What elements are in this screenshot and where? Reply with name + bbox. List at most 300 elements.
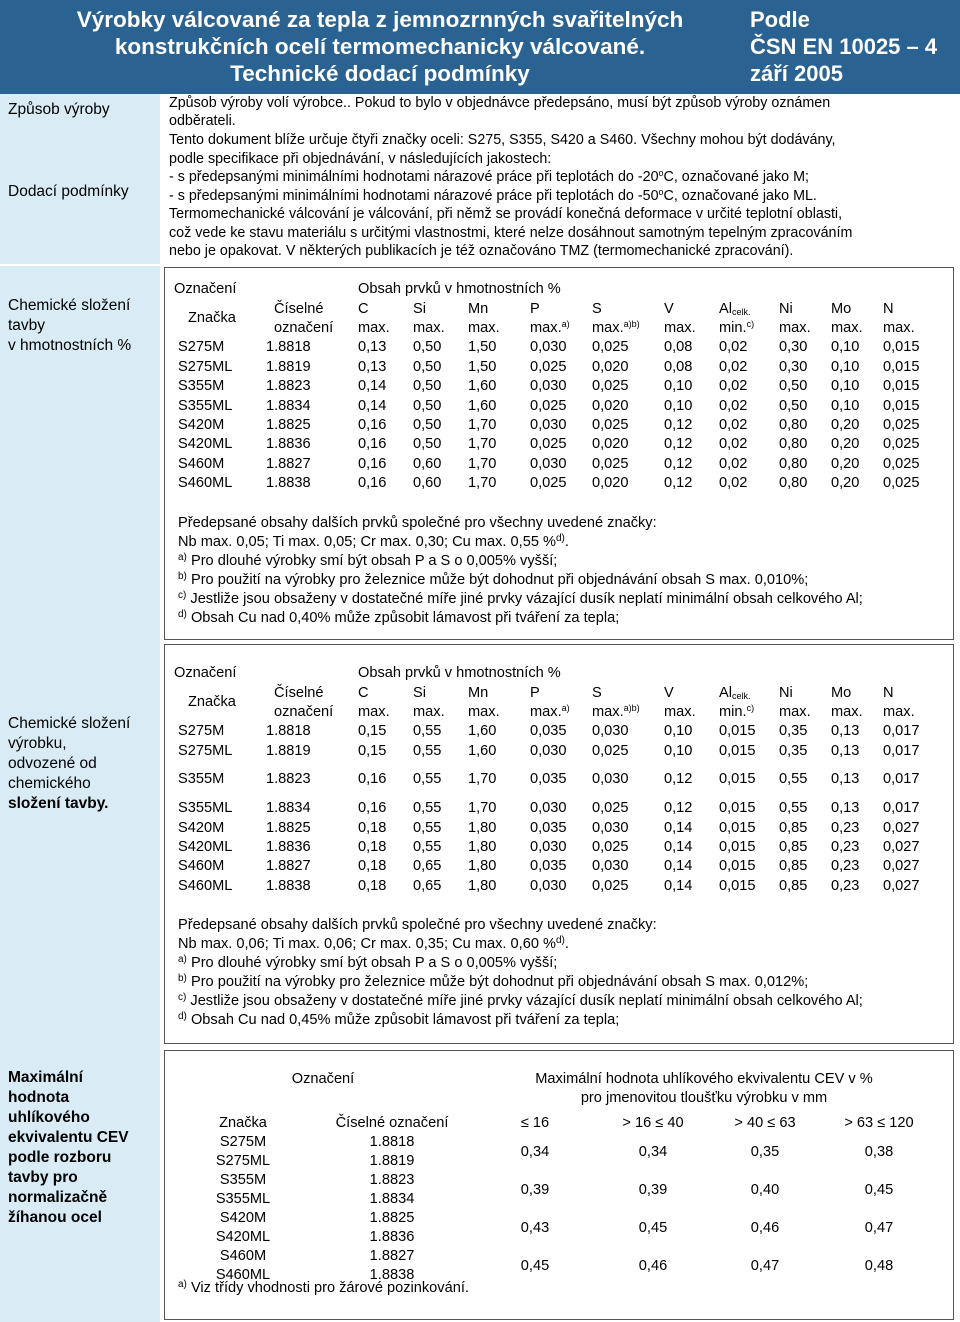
value-cell: 1,70 (468, 475, 497, 492)
product-note (178, 1011, 619, 1030)
value-cell: 1,50 (468, 358, 497, 375)
value-cell: 0,15 (358, 723, 387, 740)
value-cell: 1,60 (468, 742, 497, 759)
limit-text: max. (592, 319, 624, 336)
value-cell: 0,015 (719, 800, 756, 817)
element-sub: celk. (731, 306, 751, 317)
table-row (174, 416, 935, 435)
value-cell: 0,55 (413, 742, 442, 759)
limit-header (413, 319, 468, 338)
intro-line: Způsob výroby volí výrobce.. Pokud to bylo v objednávce předepsáno, musí být způsob výroby oznámen (169, 95, 831, 111)
value-cell: 0,017 (883, 771, 920, 788)
limit-text: max. (468, 703, 500, 720)
element-header (883, 683, 935, 702)
cast-note (178, 552, 557, 571)
value-cell: 0,30 (779, 358, 808, 375)
numeric-line: 1.8836 (369, 1229, 415, 1245)
grade-cell (174, 1171, 312, 1209)
cev-value-cell: 0,39 (520, 1181, 550, 1198)
value-cell: 0,13 (358, 339, 387, 356)
table-row (174, 857, 935, 876)
designation-header: Označení (174, 281, 237, 298)
value-cell: 0,14 (664, 877, 693, 894)
value-cell: 0,015 (883, 339, 920, 356)
value-cell: 0,30 (779, 339, 808, 356)
value-cell: 1,80 (468, 838, 497, 855)
value-cell: 0,035 (530, 819, 567, 836)
element-name: Mo (831, 684, 852, 701)
value-cell: 0,015 (719, 858, 756, 875)
cev-value-cell: 0,43 (520, 1219, 550, 1236)
label-text: Maximální (8, 1069, 83, 1086)
table-row (174, 1133, 936, 1171)
thickness-range-header: ≤ 16 (520, 1115, 550, 1131)
limit-text: min. (719, 319, 747, 336)
label-text: výrobku, (8, 735, 67, 752)
note-text: Jestliže jsou obsaženy v dostatečné míře jiné prvky vázající dusík neplatí minimální obsah celkového Al; (186, 591, 863, 607)
cev-value-cell: 0,46 (638, 1257, 668, 1274)
numeric-cell: 1.8818 (266, 339, 311, 356)
cast-note (178, 533, 569, 552)
limit-text: max. (530, 319, 562, 336)
element-header (530, 299, 592, 318)
numeric-line: 1.8838 (369, 1267, 415, 1283)
numeric-line: 1.8834 (369, 1191, 415, 1207)
element-name: N (883, 300, 894, 317)
value-cell: 0,02 (719, 455, 748, 472)
content-header: Obsah prvků v hmotnostních % (358, 665, 561, 682)
table-row (174, 1209, 936, 1247)
value-cell: 0,035 (530, 771, 567, 788)
grade-cell: S355M (178, 771, 225, 788)
value-cell: 0,20 (831, 475, 860, 492)
element-name: C (358, 684, 369, 701)
value-cell: 0,025 (883, 436, 920, 453)
header-row (174, 1108, 936, 1133)
element-name: C (358, 300, 369, 317)
value-cell: 0,015 (719, 723, 756, 740)
table-row (174, 377, 935, 396)
grade-line: S420ML (215, 1229, 271, 1245)
value-cell: 0,025 (592, 742, 629, 759)
limit-header (779, 703, 831, 722)
limit-text: max. (413, 703, 445, 720)
product-composition-table (174, 664, 935, 896)
designation-header: Označení (174, 665, 237, 682)
value-cell: 0,08 (664, 358, 693, 375)
value-cell: 1,80 (468, 877, 497, 894)
value-cell: 0,030 (530, 416, 567, 433)
label-text: odvozené od (8, 755, 97, 772)
numeric-cell: 1.8838 (266, 877, 311, 894)
element-header (719, 299, 779, 318)
note-text: Nb max. 0,06; Ti max. 0,06; Cr max. 0,35; Cu max. 0,60 % (178, 936, 556, 952)
value-cell: 0,030 (530, 800, 567, 817)
element-name: Si (413, 684, 426, 701)
note-sup: d) (555, 533, 565, 544)
note-text: Obsah Cu nad 0,45% může způsobit lámavost při tváření za tepla; (186, 1012, 620, 1028)
value-cell: 1,70 (468, 455, 497, 472)
numeric-line: 1.8825 (369, 1210, 415, 1226)
element-header (719, 683, 779, 702)
numeric-header: označení (274, 319, 334, 336)
grade-cell: S275ML (178, 358, 233, 375)
value-cell: 0,02 (719, 416, 748, 433)
limit-text: max. (358, 703, 390, 720)
label-text: tavby (8, 317, 46, 334)
value-cell: 1,70 (468, 800, 497, 817)
label-text: žíhanou ocel (8, 1209, 102, 1226)
numeric-cell: 1.8825 (266, 416, 311, 433)
intro-line (169, 168, 809, 187)
cev-value-cell: 0,47 (864, 1219, 894, 1236)
cast-note (178, 609, 619, 628)
numeric-cell: 1.8836 (266, 838, 311, 855)
value-cell: 0,020 (592, 397, 629, 414)
note-sup: a) (178, 552, 187, 563)
element-name: S (592, 684, 602, 701)
header-row (174, 319, 935, 338)
document-title (30, 6, 730, 87)
thickness-range-header: > 40 ≤ 63 (734, 1115, 796, 1131)
value-cell: 0,16 (358, 771, 387, 788)
value-cell: 0,14 (664, 858, 693, 875)
intro-line: nebo je opakovat. V některých publikacích je též označováno TMZ (termomechanické zpracování). (169, 243, 794, 259)
table-row (174, 358, 935, 377)
element-header (831, 299, 883, 318)
footnote-sup: a) (561, 318, 570, 329)
numeric-line: 1.8827 (369, 1248, 415, 1264)
intro-text: C, označované jako ML. (663, 188, 817, 204)
standard-line: Podle (750, 7, 810, 32)
value-cell: 1,60 (468, 723, 497, 740)
intro-text: C, označované jako M; (663, 169, 809, 185)
value-cell: 0,50 (413, 378, 442, 395)
value-cell: 0,35 (779, 742, 808, 759)
numeric-header: Číselné označení (335, 1115, 449, 1131)
standard-reference (750, 6, 937, 87)
value-cell: 0,030 (530, 339, 567, 356)
limit-header (831, 319, 883, 338)
numeric-cell: 1.8834 (266, 800, 311, 817)
cev-value-cell: 0,45 (638, 1219, 668, 1236)
note-text: Pro dlouhé výrobky smí být obsah P a S o 0,005% vyšší; (186, 553, 558, 569)
numeric-cell: 1.8834 (266, 397, 311, 414)
value-cell: 0,025 (592, 416, 629, 433)
value-cell: 1,60 (468, 378, 497, 395)
numeric-header: označení (274, 703, 334, 720)
header-row (174, 280, 935, 299)
note-text: Pro dlouhé výrobky smí být obsah P a S o 0,005% vyšší; (186, 955, 558, 971)
content-header: Obsah prvků v hmotnostních % (358, 281, 561, 298)
header-row (174, 299, 935, 318)
element-name: Mo (831, 300, 852, 317)
value-cell: 0,23 (831, 877, 860, 894)
limit-text: max. (831, 319, 863, 336)
intro-line: což vede ke stavu materiálu s určitými vlastnostmi, které nelze dosáhnout samotným tepelným zpracováním (169, 225, 853, 241)
intro-text: - s předepsanými minimálními hodnotami nárazové práce při teplotách do -20 (169, 169, 659, 185)
element-header (831, 683, 883, 702)
value-cell: 0,017 (883, 723, 920, 740)
standard-line: ČSN EN 10025 – 4 (750, 34, 938, 59)
value-cell: 0,030 (592, 723, 629, 740)
value-cell: 0,030 (530, 742, 567, 759)
element-name: S (592, 300, 602, 317)
value-cell: 0,65 (413, 877, 442, 894)
element-name: P (530, 684, 540, 701)
element-name: Ni (779, 300, 793, 317)
value-cell: 1,70 (468, 436, 497, 453)
degree-sup: o (658, 168, 664, 178)
limit-header (719, 319, 779, 338)
value-cell: 0,55 (413, 800, 442, 817)
numeric-cell: 1.8823 (266, 771, 311, 788)
value-cell: 0,23 (831, 858, 860, 875)
limit-header (883, 319, 935, 338)
value-cell: 0,017 (883, 800, 920, 817)
limit-header (883, 703, 935, 722)
numeric-cell: 1.8823 (266, 378, 311, 395)
element-header (592, 683, 664, 702)
value-cell: 0,20 (831, 455, 860, 472)
limit-header (592, 703, 664, 722)
title-line: Výrobky válcované za tepla z jemnozrnných svařitelných (76, 7, 684, 32)
value-cell: 0,027 (883, 858, 920, 875)
value-cell: 1,80 (468, 819, 497, 836)
value-cell: 0,16 (358, 436, 387, 453)
degree-sup: o (658, 187, 664, 197)
table-row (174, 877, 935, 896)
value-cell: 0,85 (779, 819, 808, 836)
value-cell: 0,02 (719, 436, 748, 453)
value-cell: 0,015 (883, 358, 920, 375)
value-cell: 0,025 (883, 416, 920, 433)
title-line: konstrukčních ocelí termomechanicky válcované. (114, 34, 646, 59)
value-cell: 0,025 (883, 455, 920, 472)
grade-cell (174, 1133, 312, 1171)
numeric-line: 1.8823 (369, 1172, 415, 1188)
value-cell: 0,13 (831, 771, 860, 788)
note-sup: a) (178, 1279, 187, 1290)
value-cell: 0,35 (779, 723, 808, 740)
standard-line: září 2005 (750, 61, 843, 86)
value-cell: 0,10 (831, 339, 860, 356)
cast-note: Předepsané obsahy dalších prvků společné pro všechny uvedené značky: (178, 515, 657, 531)
value-cell: 0,10 (664, 397, 693, 414)
value-cell: 0,030 (592, 858, 629, 875)
element-name: N (883, 684, 894, 701)
value-cell: 0,030 (530, 455, 567, 472)
value-cell: 0,18 (358, 877, 387, 894)
label-delivery (0, 126, 160, 264)
limit-text: max. (664, 319, 696, 336)
thickness-range-header: > 16 ≤ 40 (622, 1115, 684, 1131)
cev-title-line: Maximální hodnota uhlíkového ekvivalentu CEV v % (535, 1071, 873, 1087)
value-cell: 0,10 (831, 397, 860, 414)
note-sup: b) (178, 571, 187, 582)
intro-text: - s předepsanými minimálními hodnotami nárazové práce při teplotách do -50 (169, 188, 659, 204)
element-name: P (530, 300, 540, 317)
label-product-composition (0, 642, 160, 1046)
value-cell: 0,030 (592, 819, 629, 836)
element-header (779, 299, 831, 318)
grade-header: Značka (219, 1115, 267, 1131)
designation-header: Označení (291, 1071, 355, 1087)
cast-composition-table (174, 280, 935, 493)
value-cell: 0,50 (779, 397, 808, 414)
value-cell: 0,015 (719, 838, 756, 855)
element-name: Al (719, 684, 732, 701)
grade-cell (174, 1209, 312, 1247)
value-cell: 0,20 (831, 416, 860, 433)
value-cell: 0,10 (664, 378, 693, 395)
element-name: Ni (779, 684, 793, 701)
note-text: Nb max. 0,05; Ti max. 0,05; Cr max. 0,30; Cu max. 0,55 % (178, 534, 556, 550)
value-cell: 0,50 (413, 339, 442, 356)
value-cell: 0,18 (358, 819, 387, 836)
value-cell: 0,025 (592, 378, 629, 395)
label-cev (0, 1046, 160, 1322)
value-cell: 0,02 (719, 339, 748, 356)
value-cell: 0,16 (358, 475, 387, 492)
numeric-cell: 1.8819 (266, 742, 311, 759)
value-cell: 0,60 (413, 475, 442, 492)
value-cell: 0,027 (883, 838, 920, 855)
value-cell: 0,16 (358, 416, 387, 433)
product-note: Předepsané obsahy dalších prvků společné pro všechny uvedené značky: (178, 917, 657, 933)
value-cell: 0,55 (413, 838, 442, 855)
value-cell: 0,12 (664, 416, 693, 433)
label-text: složení tavby. (8, 795, 109, 812)
label-text: hodnota (8, 1089, 70, 1106)
value-cell: 0,02 (719, 475, 748, 492)
grade-cell: S460M (178, 455, 225, 472)
element-name: Si (413, 300, 426, 317)
thickness-range-header: > 63 ≤ 120 (844, 1115, 914, 1131)
value-cell: 0,015 (719, 742, 756, 759)
numeric-cell: 1.8827 (266, 455, 311, 472)
limit-text: max. (664, 703, 696, 720)
grade-line: S355M (219, 1172, 267, 1188)
intro-line: Termomechanické válcování je válcování, při němž se provádí konečná deformace v určité teplotní oblasti, (169, 206, 843, 222)
value-cell: 0,027 (883, 819, 920, 836)
cast-note (178, 590, 863, 609)
value-cell: 0,025 (530, 436, 567, 453)
value-cell: 0,14 (358, 378, 387, 395)
label-text: Chemické složení (8, 297, 131, 314)
value-cell: 0,14 (664, 819, 693, 836)
limit-text: max. (530, 703, 562, 720)
table-row (174, 761, 935, 799)
limit-header (530, 319, 592, 338)
value-cell: 0,020 (592, 436, 629, 453)
value-cell: 0,16 (358, 800, 387, 817)
value-cell: 0,15 (358, 742, 387, 759)
footnote-sup: c) (746, 318, 755, 329)
value-cell: 0,015 (719, 819, 756, 836)
grade-cell: S420ML (178, 436, 233, 453)
value-cell: 0,13 (831, 742, 860, 759)
element-header (468, 683, 530, 702)
value-cell: 0,025 (592, 877, 629, 894)
value-cell: 1,50 (468, 339, 497, 356)
value-cell: 0,030 (530, 838, 567, 855)
numeric-cell (312, 1209, 472, 1247)
note-text: Pro použití na výrobky pro železnice může být dohodnut při objednávání obsah S max. 0,012%; (186, 974, 809, 990)
value-cell: 0,08 (664, 339, 693, 356)
value-cell: 0,85 (779, 858, 808, 875)
value-cell: 0,12 (664, 455, 693, 472)
table-row (174, 722, 935, 741)
value-cell: 0,80 (779, 436, 808, 453)
note-sup: c) (178, 590, 187, 601)
grade-cell: S420M (178, 819, 225, 836)
element-header (413, 683, 468, 702)
value-cell: 0,55 (413, 723, 442, 740)
value-cell: 0,85 (779, 877, 808, 894)
numeric-line: 1.8819 (369, 1153, 415, 1169)
numeric-cell: 1.8836 (266, 436, 311, 453)
limit-text: max. (831, 703, 863, 720)
cev-value-cell: 0,39 (638, 1181, 668, 1198)
value-cell: 0,015 (719, 877, 756, 894)
numeric-cell: 1.8838 (266, 475, 311, 492)
grade-cell: S420ML (178, 838, 233, 855)
value-cell: 0,50 (413, 358, 442, 375)
numeric-cell: 1.8827 (266, 858, 311, 875)
table-row (174, 338, 935, 357)
numeric-cell (312, 1171, 472, 1209)
grade-cell: S275M (178, 723, 225, 740)
cev-table (174, 1070, 936, 1285)
value-cell: 0,80 (779, 455, 808, 472)
header-row (174, 703, 935, 722)
table-row (174, 818, 935, 837)
value-cell: 0,18 (358, 838, 387, 855)
element-header (468, 299, 530, 318)
cev-value-cell: 0,45 (520, 1257, 550, 1274)
cev-value-cell: 0,34 (638, 1143, 668, 1160)
value-cell: 0,12 (664, 771, 693, 788)
note-text: Jestliže jsou obsaženy v dostatečné míře jiné prvky vázající dusík neplatí minimální obsah celkového Al; (186, 993, 863, 1009)
value-cell: 0,10 (831, 358, 860, 375)
grade-cell: S355M (178, 378, 225, 395)
value-cell: 0,030 (530, 877, 567, 894)
limit-text: max. (779, 319, 811, 336)
limit-header (468, 703, 530, 722)
label-text: uhlíkového (8, 1109, 90, 1126)
element-header (664, 683, 719, 702)
numeric-cell (312, 1133, 472, 1171)
intro-line (169, 187, 817, 206)
value-cell: 0,030 (592, 771, 629, 788)
value-cell: 0,80 (779, 416, 808, 433)
limit-header (592, 319, 664, 338)
note-text: Pro použití na výrobky pro železnice může být dohodnut při objednávání obsah S max. 0,010%; (186, 572, 809, 588)
label-text: chemického (8, 775, 91, 792)
footnote-sup: a) (561, 702, 570, 713)
cev-note (178, 1279, 469, 1298)
element-header (358, 683, 413, 702)
product-note (178, 973, 808, 992)
note-text: . (564, 534, 569, 550)
numeric-cell: 1.8818 (266, 723, 311, 740)
document-header (0, 0, 960, 94)
table-row (174, 1171, 936, 1209)
element-header (530, 683, 592, 702)
value-cell: 0,12 (664, 436, 693, 453)
label-text: Chemické složení (8, 715, 131, 732)
